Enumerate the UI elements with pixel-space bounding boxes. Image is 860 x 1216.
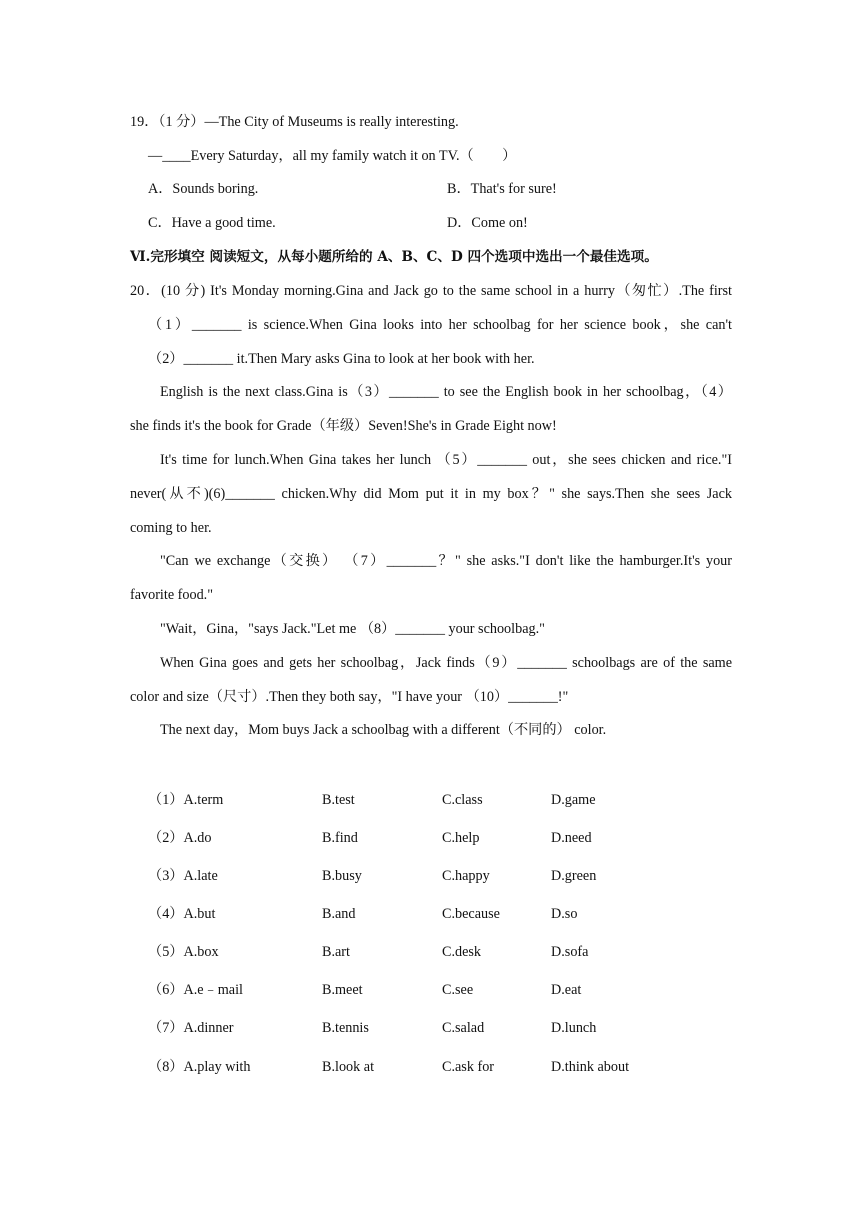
passage-line: 20．(10 分) It's Monday morning.Gina and Jack go to the same school in a hurry（匆忙）.The first xyxy=(130,283,732,299)
choice-c: C.class xyxy=(442,792,483,808)
choice-c: C.because xyxy=(442,906,500,922)
q19-option-b: B．That's for sure! xyxy=(447,181,557,197)
passage-line: It's time for lunch.When Gina takes her lunch （5）_______ out，she sees chicken and rice."I xyxy=(160,452,732,468)
choice-num: （3）A.late xyxy=(148,868,218,884)
passage-line: English is the next class.Gina is（3）_______ to see the English book in her schoolbag，（4） xyxy=(160,384,732,400)
choice-num: （5）A.box xyxy=(148,944,219,960)
passage-line: （1）_______ is science.When Gina looks into her schoolbag for her science book，she can't xyxy=(148,317,732,333)
choice-c: C.ask for xyxy=(442,1059,495,1075)
choice-num: （7）A.dinner xyxy=(148,1020,234,1036)
choice-d: D.need xyxy=(551,830,592,846)
choice-num: （6）A.e﹣mail xyxy=(148,982,243,998)
choice-b: B.test xyxy=(322,792,355,808)
q19-option-c: C．Have a good time. xyxy=(148,215,276,231)
q19-reply: —____Every Saturday，all my family watch it on TV.（ ） xyxy=(148,148,517,164)
choice-d: D.sofa xyxy=(551,944,589,960)
choice-num: （4）A.but xyxy=(148,906,216,922)
choice-b: B.art xyxy=(322,944,350,960)
choice-num: （2）A.do xyxy=(148,830,212,846)
choice-b: B.find xyxy=(322,830,358,846)
choice-c: C.help xyxy=(442,830,480,846)
passage-line: The next day，Mom buys Jack a schoolbag with a different（不同的） color. xyxy=(160,722,607,738)
passage-line: （2）_______ it.Then Mary asks Gina to look at her book with her. xyxy=(148,351,535,367)
passage-line: coming to her. xyxy=(130,520,212,536)
passage-line: favorite food." xyxy=(130,587,214,603)
choice-d: D.eat xyxy=(551,982,582,998)
passage-line: When Gina goes and gets her schoolbag，Jack finds（9）_______ schoolbags are of the same xyxy=(160,655,732,671)
q19-option-a: A．Sounds boring. xyxy=(148,181,259,197)
choice-d: D.so xyxy=(551,906,578,922)
choice-d: D.game xyxy=(551,792,596,808)
choice-b: B.busy xyxy=(322,868,362,884)
passage-line: color and size（尺寸）.Then they both say，"I have your （10）_______!" xyxy=(130,689,569,705)
passage-line: "Wait，Gina，"says Jack."Let me （8）_______ your schoolbag." xyxy=(160,621,545,637)
q19-option-d: D．Come on! xyxy=(447,215,528,231)
choice-c: C.salad xyxy=(442,1020,485,1036)
choice-b: B.look at xyxy=(322,1059,375,1075)
passage-line: "Can we exchange（交换） （7）_______？" she asks."I don't like the hamburger.It's your xyxy=(160,553,732,569)
choice-c: C.happy xyxy=(442,868,490,884)
choice-d: D.think about xyxy=(551,1059,630,1075)
choice-b: B.and xyxy=(322,906,356,922)
q19-stem: 19．（1 分）—The City of Museums is really interesting. xyxy=(130,114,459,130)
choice-c: C.see xyxy=(442,982,474,998)
section-heading: Ⅵ.完形填空 阅读短文，从每小题所给的 A、B、C、D 四个选项中选出一个最佳选项。 xyxy=(130,249,658,265)
passage-line: she finds it's the book for Grade（年级）Seven!She's in Grade Eight now! xyxy=(130,418,557,434)
choice-d: D.lunch xyxy=(551,1020,597,1036)
choice-d: D.green xyxy=(551,868,597,884)
passage-line: never(从不)(6)_______ chicken.Why did Mom put it in my box？" she says.Then she sees Jack xyxy=(130,486,732,502)
choice-c: C.desk xyxy=(442,944,482,960)
choice-num: （8）A.play with xyxy=(148,1059,251,1075)
choice-b: B.meet xyxy=(322,982,363,998)
choice-b: B.tennis xyxy=(322,1020,369,1036)
choice-num: （1）A.term xyxy=(148,792,224,808)
